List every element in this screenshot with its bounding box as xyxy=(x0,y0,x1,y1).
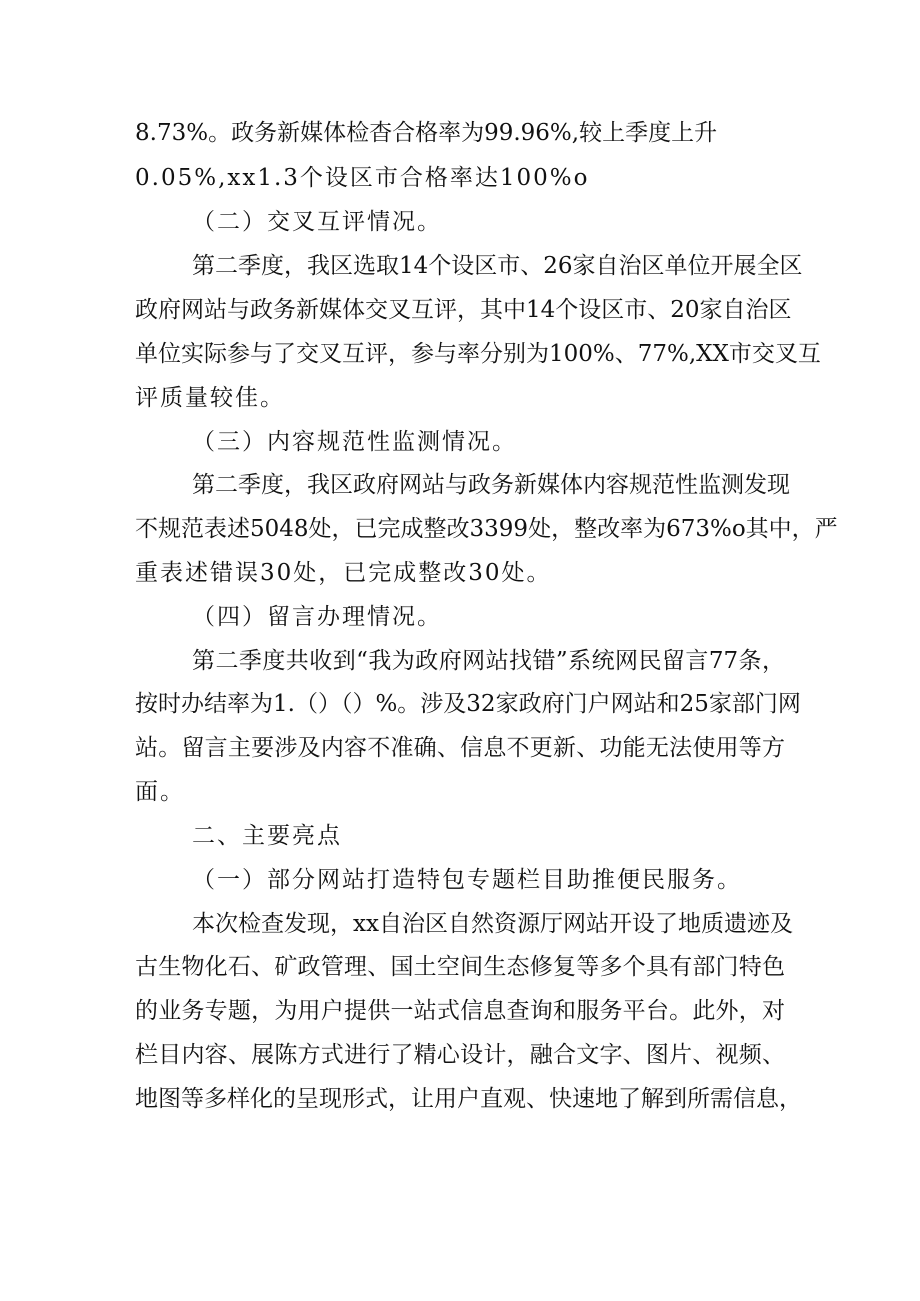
text-line-22: 栏目内容、展陈方式进行了精心设计，融合文字、图片、视频、 xyxy=(135,1042,785,1068)
text-line-19: 本次检查发现，xx自治区自然资源厅网站开设了地质遗迹及 xyxy=(192,911,793,937)
section-heading-content-monitoring: （三）内容规范性监测情况。 xyxy=(192,429,517,455)
text-line-11: 重表述错误30处，已完成整改30处。 xyxy=(135,560,552,586)
text-line-6: 单位实际参与了交叉互评，参与率分别为100%、77%,XX市交叉互 xyxy=(135,341,821,367)
text-line-4: 第二季度，我区选取14个设区市、26家自治区单位开展全区 xyxy=(192,253,803,279)
text-line-20: 古生物化石、矿政管理、国土空间生态修复等多个具有部门特色 xyxy=(135,954,785,980)
section-heading-cross-review: （二）交叉互评情况。 xyxy=(192,209,442,235)
text-line-16: 面。 xyxy=(135,779,185,805)
text-line-5: 政府网站与政务新媒体交叉互评，其中14个设区市、20家自治区 xyxy=(135,297,792,323)
text-line-14: 按时办结率为1.（）（）%。涉及32家政府门户网站和25家部门网 xyxy=(135,691,801,717)
section-heading-highlights: 二、主要亮点 xyxy=(192,823,342,849)
subsection-heading-special-columns: （一）部分网站打造特包专题栏目助推便民服务。 xyxy=(192,867,742,893)
section-heading-messages: （四）留言办理情况。 xyxy=(192,604,442,630)
text-line-15: 站。留言主要涉及内容不准确、信息不更新、功能无法使用等方 xyxy=(135,735,785,761)
text-line-7: 评质量较佳。 xyxy=(135,385,285,411)
text-line-21: 的业务专题，为用户提供一站式信息查询和服务平台。此外，对 xyxy=(135,998,785,1024)
text-line-23: 地图等多样化的呈现形式，让用户直观、快速地了解到所需信息， xyxy=(135,1086,802,1112)
text-line-2: 0.05%,xx1.3个设区市合格率达100%o xyxy=(135,165,590,191)
text-line-1: 8.73%。政务新媒体检杳合格率为99.96%,较上季度上升 xyxy=(135,120,718,146)
text-line-13: 第二季度共收到“我为政府网站找错”系统网民留言77条， xyxy=(192,648,785,674)
text-line-9: 第二季度，我区政府网站与政务新媒体内容规范性监测发现 xyxy=(192,472,790,498)
text-line-10: 不规范表述5048处，已完成整改3399处，整改率为673%o其中，严 xyxy=(135,516,838,542)
